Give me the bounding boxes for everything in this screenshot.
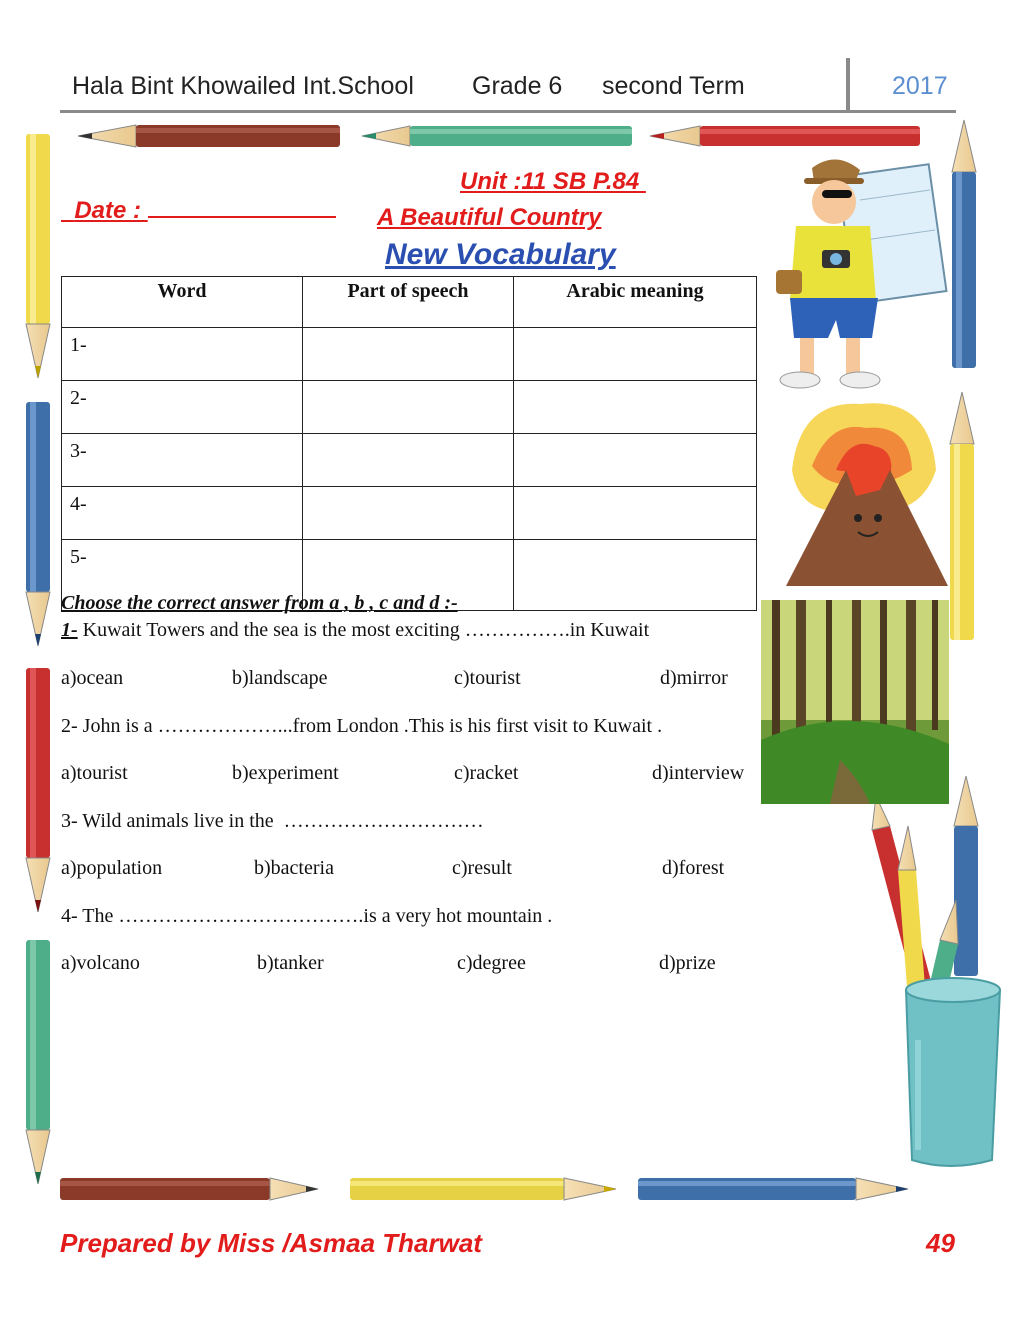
answer-option[interactable]: c)degree (457, 952, 526, 974)
column-header-part-of-speech: Part of speech (303, 277, 514, 328)
header-rule (60, 110, 956, 113)
pencil-cup-image (872, 796, 1000, 1166)
word-cell[interactable]: 5- (62, 540, 303, 611)
school-name: Hala Bint Khowailed Int.School (72, 72, 414, 100)
exercise-instruction: Choose the correct answer from a , b , c and d :- (61, 592, 458, 614)
table-header-row (62, 277, 757, 328)
arabic-meaning-cell[interactable] (514, 540, 757, 611)
answer-option[interactable]: a)ocean (61, 667, 124, 689)
table-row (62, 381, 757, 434)
vocabulary-table (61, 276, 757, 611)
arabic-meaning-cell[interactable] (514, 434, 757, 487)
answer-option[interactable]: d)forest (662, 857, 725, 879)
part-of-speech-cell[interactable] (303, 328, 514, 381)
word-cell[interactable]: 1- (62, 328, 303, 381)
arabic-meaning-cell[interactable] (514, 487, 757, 540)
pencil-icon (650, 126, 920, 146)
pencil-icon (950, 392, 974, 640)
answer-option[interactable]: c)tourist (454, 667, 521, 689)
date-field (61, 168, 336, 225)
pencil-icon (350, 1178, 616, 1200)
table-row (62, 434, 757, 487)
term-label: second Term (602, 72, 745, 100)
column-header-word: Word (62, 277, 303, 328)
word-cell[interactable]: 4- (62, 487, 303, 540)
column-header-arabic-meaning: Arabic meaning (514, 277, 757, 328)
prepared-by: Prepared by Miss /Asmaa Tharwat (60, 1228, 482, 1258)
date-blank (148, 196, 336, 218)
part-of-speech-cell[interactable] (303, 381, 514, 434)
table-row (62, 328, 757, 381)
unit-label: Unit :11 SB P.84 (460, 168, 646, 195)
pencil-icon (78, 125, 340, 147)
arabic-meaning-cell[interactable] (514, 328, 757, 381)
forest-image (761, 600, 949, 804)
tourist-with-map-image (776, 159, 946, 388)
pencil-icon (26, 402, 50, 646)
word-cell[interactable]: 2- (62, 381, 303, 434)
answer-option[interactable]: a)tourist (61, 762, 128, 784)
question-4: 4- The ……………………………….is a very hot mountain . (61, 905, 553, 927)
pencil-icon (638, 1178, 908, 1200)
pencil-icon (952, 120, 976, 368)
answer-option[interactable]: c)racket (454, 762, 519, 784)
section-title: New Vocabulary (385, 238, 616, 271)
word-cell[interactable]: 3- (62, 434, 303, 487)
answer-option[interactable]: b)tanker (257, 952, 324, 974)
part-of-speech-cell[interactable] (303, 434, 514, 487)
year-label: 2017 (892, 72, 948, 100)
grade-label: Grade 6 (472, 72, 563, 100)
answer-option[interactable]: c)result (452, 857, 512, 879)
answer-option[interactable]: a)population (61, 857, 163, 879)
question-3: 3- Wild animals live in the ………………………… (61, 810, 484, 832)
pencil-icon (26, 940, 50, 1184)
answer-option[interactable]: b)bacteria (254, 857, 334, 879)
answer-option[interactable]: d)interview (652, 762, 745, 784)
question-1-number: 1- (61, 619, 78, 641)
arabic-meaning-cell[interactable] (514, 381, 757, 434)
answer-option[interactable]: b)experiment (232, 762, 339, 784)
pencil-icon (26, 134, 50, 378)
question-2: 2- John is a ………………...from London .This is his first visit to Kuwait . (61, 715, 663, 737)
answer-option[interactable]: d)mirror (660, 667, 728, 689)
date-label: Date : (74, 197, 148, 224)
pencil-icon (26, 668, 50, 912)
part-of-speech-cell[interactable] (303, 487, 514, 540)
answer-option[interactable]: d)prize (659, 952, 716, 974)
question-1 (61, 619, 649, 642)
page-header (60, 70, 960, 110)
table-row (62, 487, 757, 540)
page-number: 49 (926, 1228, 955, 1258)
answer-option[interactable]: b)landscape (232, 667, 328, 689)
volcano-image (786, 403, 948, 586)
pencil-icon (362, 126, 632, 146)
answer-option[interactable]: a)volcano (61, 952, 140, 974)
pencil-icon (954, 776, 978, 976)
lesson-title: A Beautiful Country (377, 204, 602, 231)
pencil-icon (60, 1178, 318, 1200)
header-divider (846, 58, 850, 110)
question-1-text: Kuwait Towers and the sea is the most exciting …………….in Kuwait (77, 619, 650, 641)
